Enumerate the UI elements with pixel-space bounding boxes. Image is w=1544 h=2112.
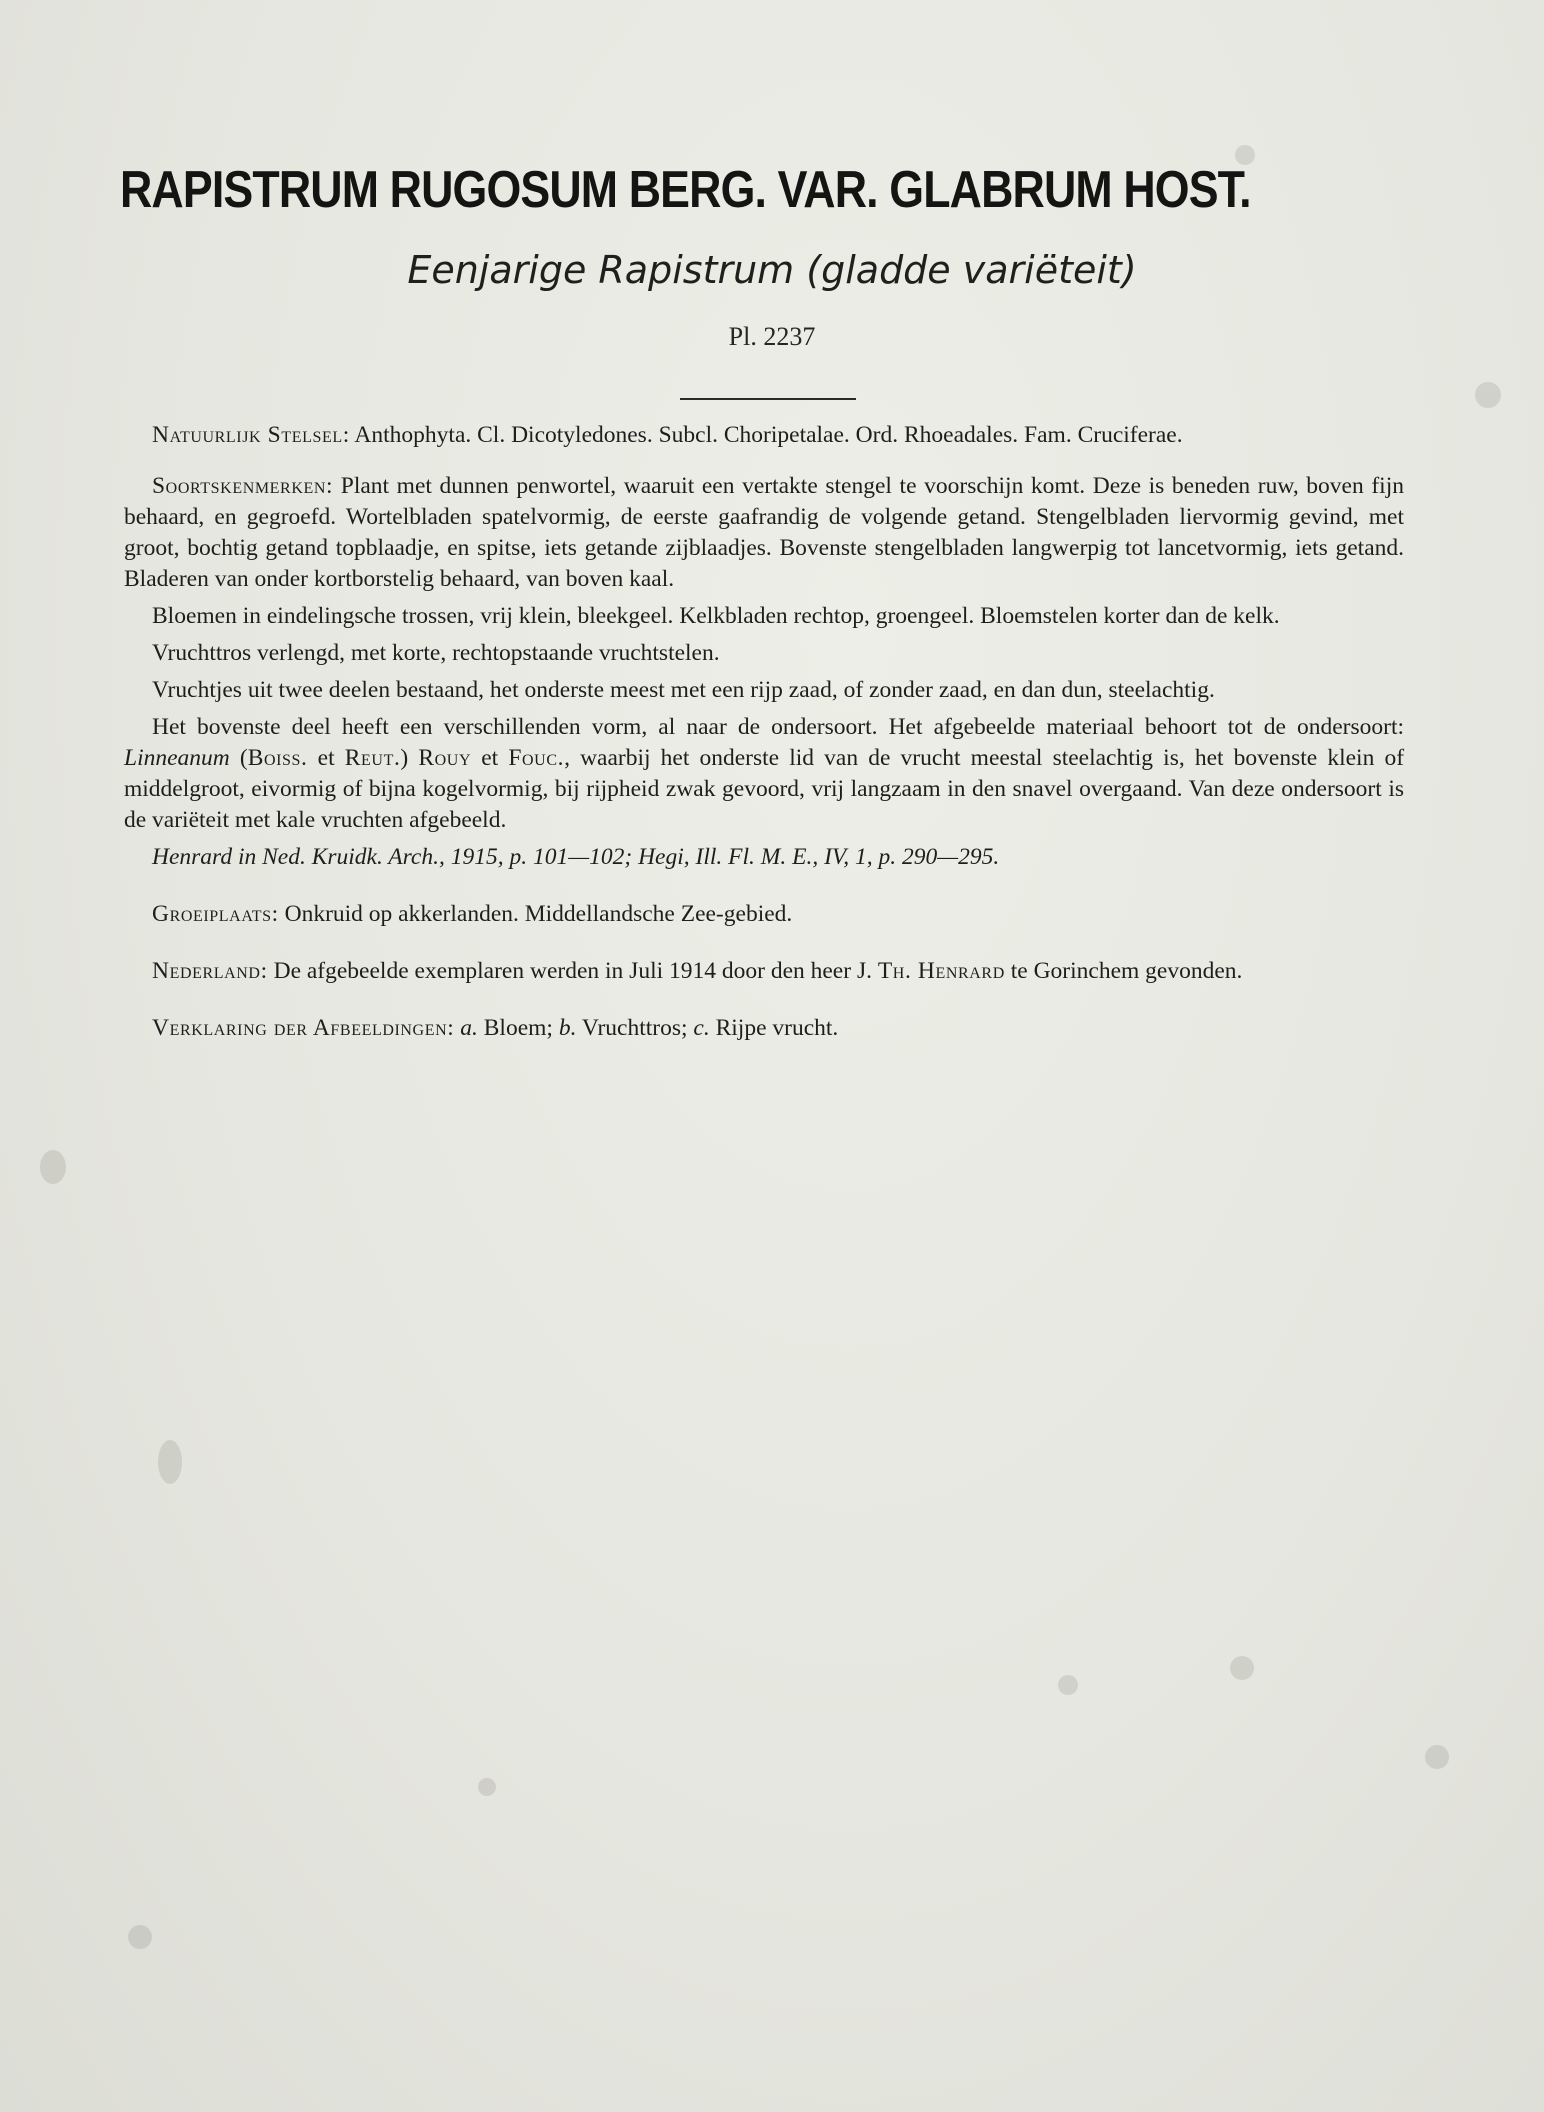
author-rouy: Rouy bbox=[418, 745, 472, 771]
text-segment: , waarbij het onderste lid van de vrucht meestal steelachtig is, het bovenste klein of middelgroot, eivormig of bijna kogelvormig, bij rijpheid zwak gevoord, vrij langzaam in den snavel overgaand. Van deze ondersoort is de variëteit met kale vruchten afgebeeld. bbox=[124, 745, 1405, 833]
collector-name: Th. Henrard bbox=[877, 958, 1005, 984]
text-segment: Het bovenste deel heeft een verschillenden vorm, al naar de ondersoort. Het afgebeelde materiaal behoort tot de ondersoort: bbox=[152, 714, 1404, 740]
label-groeiplaats: Groeiplaats: bbox=[152, 901, 279, 927]
literature-reference: Henrard in Ned. Kruidk. Arch., 1915, p. 101—102; Hegi, Ill. Fl. M. E., IV, 1, p. 290—295. bbox=[152, 844, 1000, 870]
label-verklaring: Verklaring der Afbeeldingen: bbox=[152, 1015, 455, 1041]
label-soortskenmerken: Soortskenmerken: bbox=[152, 473, 334, 499]
species-title: RAPISTRUM RUGOSUM BERG. VAR. GLABRUM HOST. bbox=[120, 161, 1251, 219]
groeiplaats-text: Onkruid op akkerlanden. Middellandsche Zee-gebied. bbox=[278, 901, 793, 927]
text-segment: et bbox=[471, 745, 509, 771]
text-segment: De afgebeelde exemplaren werden in Juli 1914 door den heer J. bbox=[267, 958, 878, 984]
figure-letter-c: c. bbox=[693, 1015, 710, 1041]
paragraph-soortskenmerken bbox=[124, 471, 1404, 595]
common-name-subtitle: Eenjarige Rapistrum (gladde variëteit) bbox=[407, 248, 1137, 292]
plate-number: Pl. 2237 bbox=[728, 322, 816, 351]
paper-spot bbox=[1058, 1675, 1078, 1695]
figure-letter-b: b. bbox=[558, 1015, 577, 1041]
paper-spot bbox=[128, 1925, 152, 1949]
paper-spot bbox=[478, 1778, 496, 1796]
author-fouc: Fouc. bbox=[508, 745, 565, 771]
paragraph-nederland bbox=[124, 956, 1404, 987]
text-segment: ) bbox=[400, 745, 419, 771]
soortskenmerken-text: Plant met dunnen penwortel, waaruit een vertakte stengel te voorschijn komt. Deze is beneden ruw, boven fijn behaard, en gegroefd. Wortelbladen spatelvormig, de eerste gaafrandig de volgende getand. Stengelbladen liervormig gevind, met groot, bochtig getand topblaadje, en spitse, iets getande zijblaadjes. Bovenste stengelbladen langwerpig tot lancetvormig, iets getand. Bladeren van onder kortborstelig behaard, van boven kaal. bbox=[124, 473, 1404, 592]
paragraph-bovenste-deel bbox=[124, 712, 1404, 836]
text-segment: Vruchttros; bbox=[576, 1015, 694, 1041]
text-segment: Bloem; bbox=[477, 1015, 559, 1041]
description-body bbox=[124, 420, 1404, 1044]
text-segment: ( bbox=[229, 745, 248, 771]
paper-spot bbox=[1475, 382, 1501, 408]
text-segment: te Gorinchem gevonden. bbox=[1004, 958, 1243, 984]
author-boiss: Boiss. bbox=[247, 745, 308, 771]
paper-spot bbox=[1230, 1656, 1254, 1680]
text-segment: et bbox=[307, 745, 345, 771]
paragraph-bloemen: Bloemen in eindelingsche trossen, vrij klein, bleekgeel. Kelkbladen rechtop, groengeel. Bloemstelen korter dan de kelk. bbox=[152, 603, 1280, 629]
paper-spot bbox=[40, 1150, 66, 1184]
paper-spot bbox=[158, 1440, 182, 1484]
natuurlijk-stelsel-text: Anthophyta. Cl. Dicotyledones. Subcl. Choripetalae. Ord. Rhoeadales. Fam. Cruciferae. bbox=[349, 422, 1183, 448]
paragraph-vruchttros: Vruchttros verlengd, met korte, rechtopstaande vruchtstelen. bbox=[152, 640, 720, 666]
text-segment: Rijpe vrucht. bbox=[709, 1015, 839, 1041]
label-nederland: Nederland: bbox=[152, 958, 268, 984]
figure-letter-a: a. bbox=[460, 1015, 478, 1041]
paragraph-verklaring bbox=[124, 1013, 1404, 1044]
title-divider bbox=[680, 398, 856, 400]
paper-spot bbox=[1425, 1745, 1449, 1769]
author-reut: Reut. bbox=[344, 745, 401, 771]
paragraph-groeiplaats bbox=[124, 899, 1404, 930]
paragraph-natuurlijk-stelsel bbox=[124, 420, 1404, 451]
label-natuurlijk-stelsel: Natuurlijk Stelsel: bbox=[152, 422, 350, 448]
subspecies-name: Linneanum bbox=[124, 745, 230, 771]
paragraph-vruchtjes: Vruchtjes uit twee deelen bestaand, het onderste meest met een rijp zaad, of zonder zaad, en dan dun, steelachtig. bbox=[152, 677, 1215, 703]
